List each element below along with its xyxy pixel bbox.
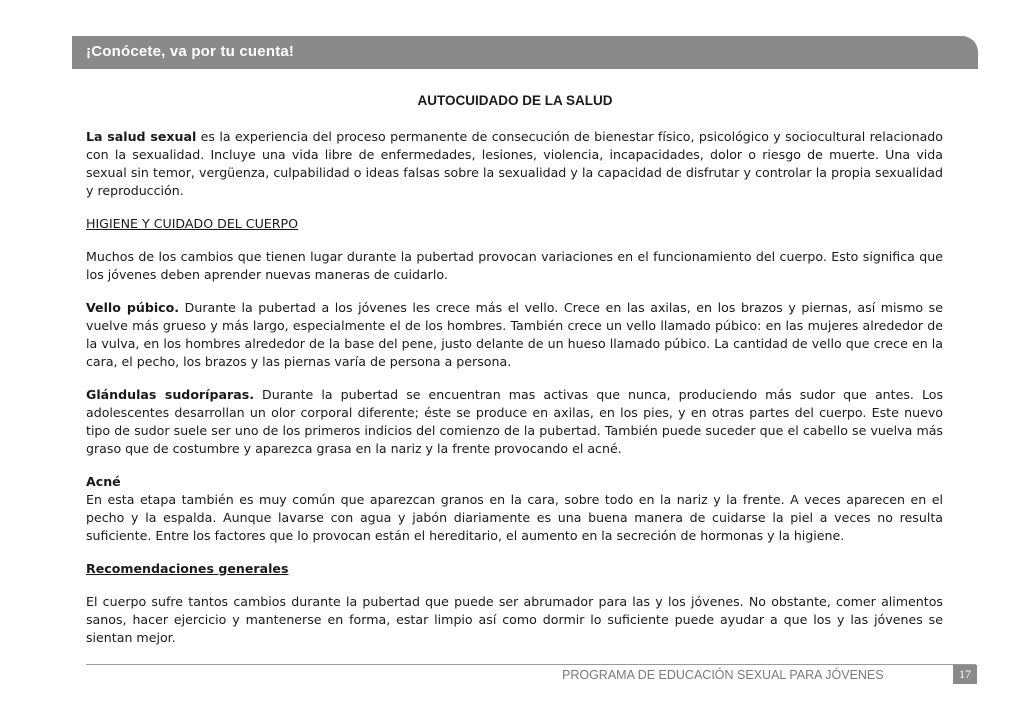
intro-term: La salud sexual xyxy=(86,129,197,144)
footer-divider xyxy=(86,664,976,665)
hygiene-heading: HIGIENE Y CUIDADO DEL CUERPO xyxy=(86,216,299,231)
glandulas-term: Glándulas sudoríparas. xyxy=(86,387,254,402)
document-body xyxy=(86,128,943,662)
vello-paragraph xyxy=(86,299,943,371)
acne-term: Acné xyxy=(86,474,121,489)
acne-text: En esta etapa también es muy común que aparezcan granos en la cara, sobre todo en la nariz y la frente. A veces aparecen en el pecho y la espalda. Aunque lavarse con agua y jabón diariamente es una buena manera de cuidarse la piel a veces no resulta suficiente. Entre los factores que lo provocan están el hereditario, el aumento en la secreción de hormonas y la higiene. xyxy=(86,492,943,543)
document-title: AUTOCUIDADO DE LA SALUD xyxy=(417,93,613,108)
header-bar xyxy=(72,36,978,69)
intro-text: es la experiencia del proceso permanente de consecución de bienestar físico, psicológico y sociocultural relacionado con la sexualidad. Incluye una vida libre de enfermedades, lesiones, violencia, incapacidades, dolor o riesgo de muerte. Una vida sexual sin temor, vergüenza, culpabilidad o ideas falsas sobre la sexualidad y la capacidad de disfrutar y controlar la propia sexualidad y reproducción. xyxy=(86,129,943,198)
header-title: ¡Conócete, va por tu cuenta! xyxy=(86,43,295,60)
recomendaciones-paragraph: El cuerpo sufre tantos cambios durante la pubertad que puede ser abrumador para las y los jóvenes. No obstante, comer alimentos sanos, hacer ejercicio y mantenerse en forma, estar limpio así como dormir lo suficiente puede ayudar a que los y las jóvenes se sientan mejor. xyxy=(86,594,943,645)
acne-paragraph xyxy=(86,473,943,545)
vello-term: Vello púbico. xyxy=(86,300,180,315)
page-number: 17 xyxy=(953,665,977,684)
recomendaciones-heading: Recomendaciones generales xyxy=(86,561,289,576)
hygiene-paragraph: Muchos de los cambios que tienen lugar durante la pubertad provocan variaciones en el funcionamiento del cuerpo. Esto significa que los jóvenes deben aprender nuevas maneras de cuidarlo. xyxy=(86,249,943,282)
glandulas-paragraph xyxy=(86,386,943,458)
footer-program: PROGRAMA DE EDUCACIÓN SEXUAL PARA JÓVENES xyxy=(562,668,884,682)
glandulas-text: Durante la pubertad se encuentran mas activas que nunca, produciendo más sudor que antes. Los adolescentes desarrollan un olor corporal diferente; éste se produce en axilas, en los pies, y en otras partes del cuerpo. Este nuevo tipo de sudor suele ser uno de los primeros indicios del comienzo de la pubertad. También puede suceder que el cabello se vuelva más graso que de costumbre y aparezca grasa en la nariz y la frente provocando el acné. xyxy=(86,387,943,456)
vello-text: Durante la pubertad a los jóvenes les crece más el vello. Crece en las axilas, en los brazos y piernas, así mismo se vuelve más grueso y más largo, especialmente el de los hombres. También crece un vello llamado púbico: en las mujeres alrededor de la vulva, en los hombres alrededor de la base del pene, justo delante de un hueso llamado púbico. La cantidad de vello que crece en la cara, el pecho, los brazos y las piernas varía de persona a persona. xyxy=(86,300,943,369)
intro-paragraph xyxy=(86,128,943,200)
